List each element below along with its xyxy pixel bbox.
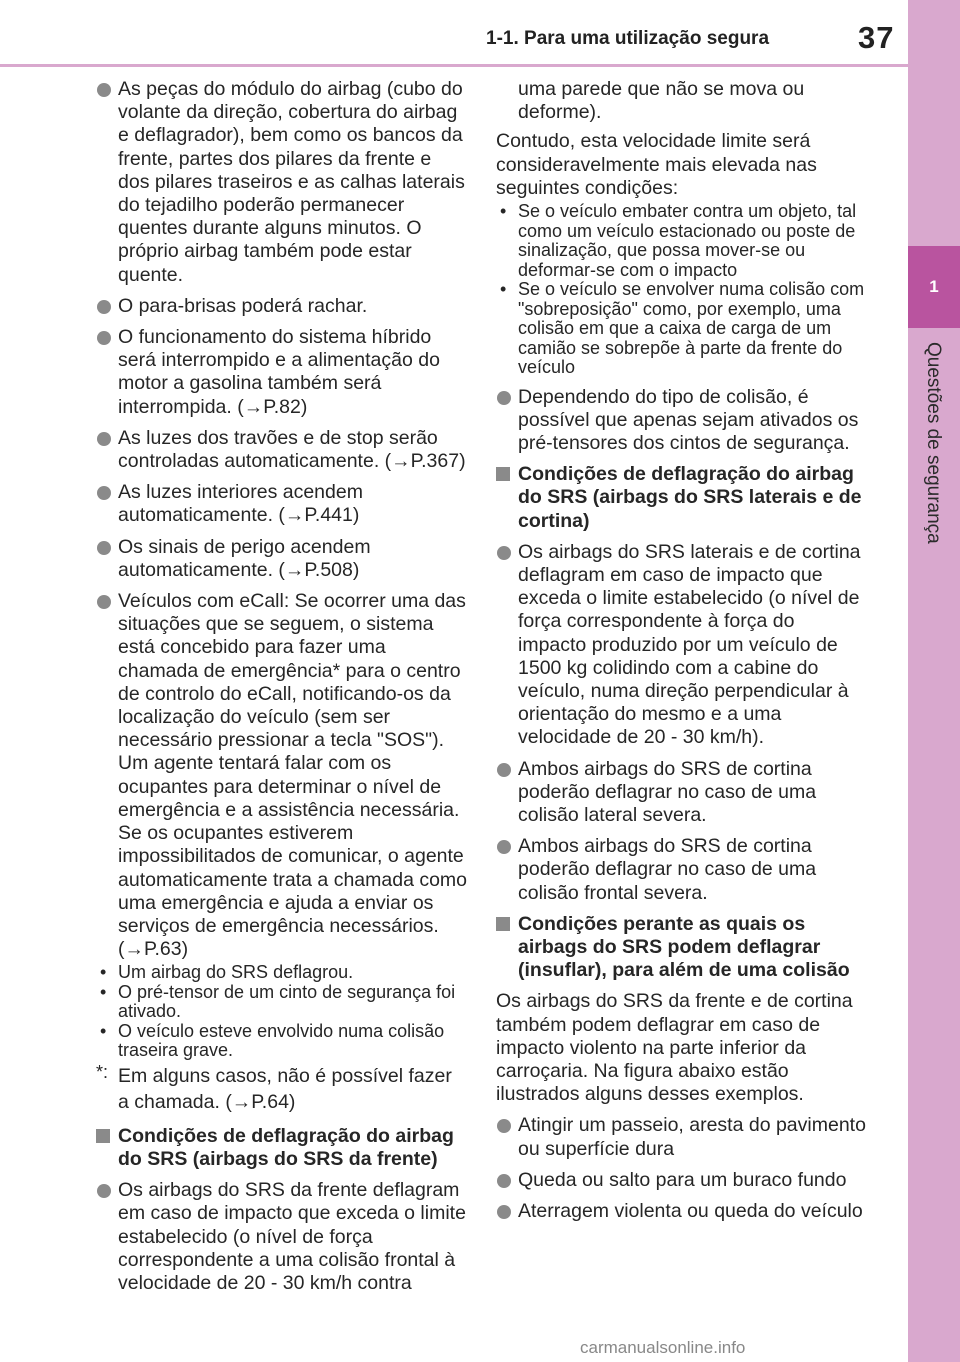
sub-list-text: Se o veículo se envolver numa colisão com "sobreposição" como, por exemplo, uma colisão em que a caixa de carga de um camião se sobrepõe à parte da frente do veículo <box>518 279 865 378</box>
sub-bullet-icon: • <box>100 981 107 1002</box>
bullet-dot-icon <box>97 432 111 446</box>
sub-list-item <box>96 1022 468 1061</box>
left-column <box>96 78 468 1303</box>
sub-list-item <box>96 963 468 983</box>
paragraph: Contudo, esta velocidade limite será consideravelmente mais elevada nas seguintes condições: <box>496 130 817 199</box>
bullet-dot-icon <box>97 486 111 500</box>
bullet-text: Queda ou salto para um buraco fundo <box>518 1168 847 1191</box>
section-heading-text: Condições de deflagração do airbag do SRS (airbags do SRS da frente) <box>118 1124 454 1171</box>
bullet-dot-icon <box>497 763 511 777</box>
bullet-text: Dependendo do tipo de colisão, é possível que apenas sejam ativados os pré-tensores dos cintos de segurança. <box>518 385 859 454</box>
chapter-number: 1 <box>929 277 939 296</box>
sub-list-text: O veículo esteve envolvido numa colisão traseira grave. <box>118 1020 445 1061</box>
section-heading <box>496 463 868 533</box>
footnote-mark: *: <box>96 1061 109 1082</box>
bullet-text: Ambos airbags do SRS de cortina poderão deflagrar no caso de uma colisão frontal severa. <box>518 835 817 904</box>
sub-bullet-icon: • <box>100 962 107 983</box>
continued-text: uma parede que não se mova ou deforme). <box>518 78 805 124</box>
paragraph: Os airbags do SRS da frente e de cortina também podem deflagrar em caso de impacto violento na parte inferior da carroçaria. Na figura abaixo estão ilustrados alguns desses exemplos. <box>496 990 853 1106</box>
bullet-dot-icon <box>497 546 511 560</box>
bullet-item <box>96 590 468 961</box>
bullet-dot-icon <box>97 541 111 555</box>
chapter-number-box <box>908 246 960 328</box>
sub-list-item <box>496 202 868 280</box>
bullet-text: O para-brisas poderá rachar. <box>118 294 368 317</box>
header-divider <box>0 64 908 67</box>
watermark: carmanualsonline.info <box>580 1338 746 1357</box>
bullet-dot-icon <box>97 595 111 609</box>
sub-list-text: Se o veículo embater contra um objeto, tal como um veículo estacionado ou poste de sinalização, que possa mover-se ou deformar-se com o impacto <box>518 201 857 280</box>
bullet-dot-icon <box>497 1205 511 1219</box>
section-header-title: 1-1. Para uma utilização segura <box>486 28 770 49</box>
bullet-item <box>496 758 868 828</box>
bullet-dot-icon <box>497 391 511 405</box>
bullet-item <box>96 326 468 419</box>
bullet-item <box>496 1114 868 1160</box>
bullet-item <box>96 536 468 582</box>
bullet-item <box>96 427 468 473</box>
bullet-text: Os sinais de perigo acendem automaticamente. (→P.508) <box>118 535 371 581</box>
bullet-dot-icon <box>97 83 111 97</box>
section-heading <box>496 913 868 983</box>
sub-list-item <box>496 280 868 378</box>
sub-list-text: O pré-tensor de um cinto de segurança foi ativado. <box>118 981 456 1022</box>
bullet-item <box>96 1179 468 1295</box>
footnote <box>96 1063 468 1115</box>
bullet-item <box>96 295 468 318</box>
page-number: 37 <box>858 20 895 55</box>
sub-bullet-icon: • <box>100 1020 107 1041</box>
section-heading-text: Condições perante as quais os airbags do SRS podem deflagrar (insuflar), para além de uma colisão <box>518 912 850 982</box>
bullet-dot-icon <box>497 1119 511 1133</box>
right-column <box>496 78 868 1231</box>
bullet-item <box>96 78 468 287</box>
chapter-side-tab <box>908 0 960 1362</box>
bullet-item <box>96 481 468 527</box>
bullet-dot-icon <box>497 840 511 854</box>
section-heading-text: Condições de deflagração do airbag do SRS (airbags do SRS laterais e de cortina) <box>518 463 862 532</box>
bullet-text: As luzes dos travões e de stop serão controladas automaticamente. (→P.367) <box>118 426 466 473</box>
bullet-item <box>496 835 868 905</box>
bullet-dot-icon <box>97 1184 111 1198</box>
bullet-text: As peças do módulo do airbag (cubo do volante da direção, cobertura do airbag e deflagrador), bem como os bancos da frente, partes dos pilares da frente e dos pilares traseiros e as calhas laterais do tejadilho poderão permanecer quentes durante alguns minutos. O próprio airbag também pode estar quente. <box>118 78 465 286</box>
bullet-item <box>496 541 868 750</box>
bullet-item <box>496 1200 868 1223</box>
bullet-text: Os airbags do SRS laterais e de cortina deflagram em caso de impacto que exceda o limite estabelecido (o nível de força correspondente à força do impacto produzido por um veículo de 1500 kg colidindo com a cabine do veículo, numa direção perpendicular à orientação do mesmo e a uma velocidade de 20 - 30 km/h). <box>518 540 861 749</box>
bullet-item <box>496 386 868 456</box>
section-square-icon <box>96 1129 110 1143</box>
bullet-text: Ambos airbags do SRS de cortina poderão deflagrar no caso de uma colisão lateral severa. <box>518 757 817 826</box>
bullet-item <box>496 1169 868 1192</box>
bullet-text: As luzes interiores acendem automaticamente. (→P.441) <box>118 481 363 527</box>
bullet-text: Atingir um passeio, aresta do pavimento ou superfície dura <box>518 1114 866 1160</box>
sub-list-item <box>96 983 468 1022</box>
sub-bullet-icon: • <box>500 279 507 300</box>
bullet-dot-icon <box>497 1174 511 1188</box>
bullet-text: Os airbags do SRS da frente deflagram em caso de impacto que exceda o limite estabelecido (o nível de força correspondente a uma colisão frontal à velocidade de 20 - 30 km/h contra <box>118 1179 466 1295</box>
bullet-text: O funcionamento do sistema híbrido será interrompido e a alimentação do motor a gasolina também será interrompida. (→P.82) <box>118 326 440 418</box>
section-square-icon <box>496 917 510 931</box>
footnote-text: Em alguns casos, não é possível fazer a chamada. (→P.64) <box>118 1064 452 1113</box>
section-square-icon <box>496 467 510 481</box>
sub-bullet-icon: • <box>500 201 507 222</box>
bullet-dot-icon <box>97 331 111 345</box>
bullet-text: Veículos com eCall: Se ocorrer uma das situações que se seguem, o sistema está concebido para fazer uma chamada de emergência* para o centro de controlo do eCall, notificando-os da localização do veículo (sem ser necessário pressionar a tecla "SOS"). Um agente tentará falar com os ocupantes para determinar o nível de emergência e a assistência necessária. Se os ocupantes estiverem impossibilitados de comunicar, o agente automaticamente trata a chamada como uma emergência e ajuda a enviar os serviços de emergência necessários. (→P.63) <box>118 590 468 961</box>
section-heading <box>96 1125 468 1171</box>
bullet-dot-icon <box>97 300 111 314</box>
chapter-title: Questões de segurança <box>923 342 944 544</box>
bullet-text: Aterragem violenta ou queda do veículo <box>518 1200 863 1223</box>
sub-list-text: Um airbag do SRS deflagrou. <box>118 962 354 983</box>
